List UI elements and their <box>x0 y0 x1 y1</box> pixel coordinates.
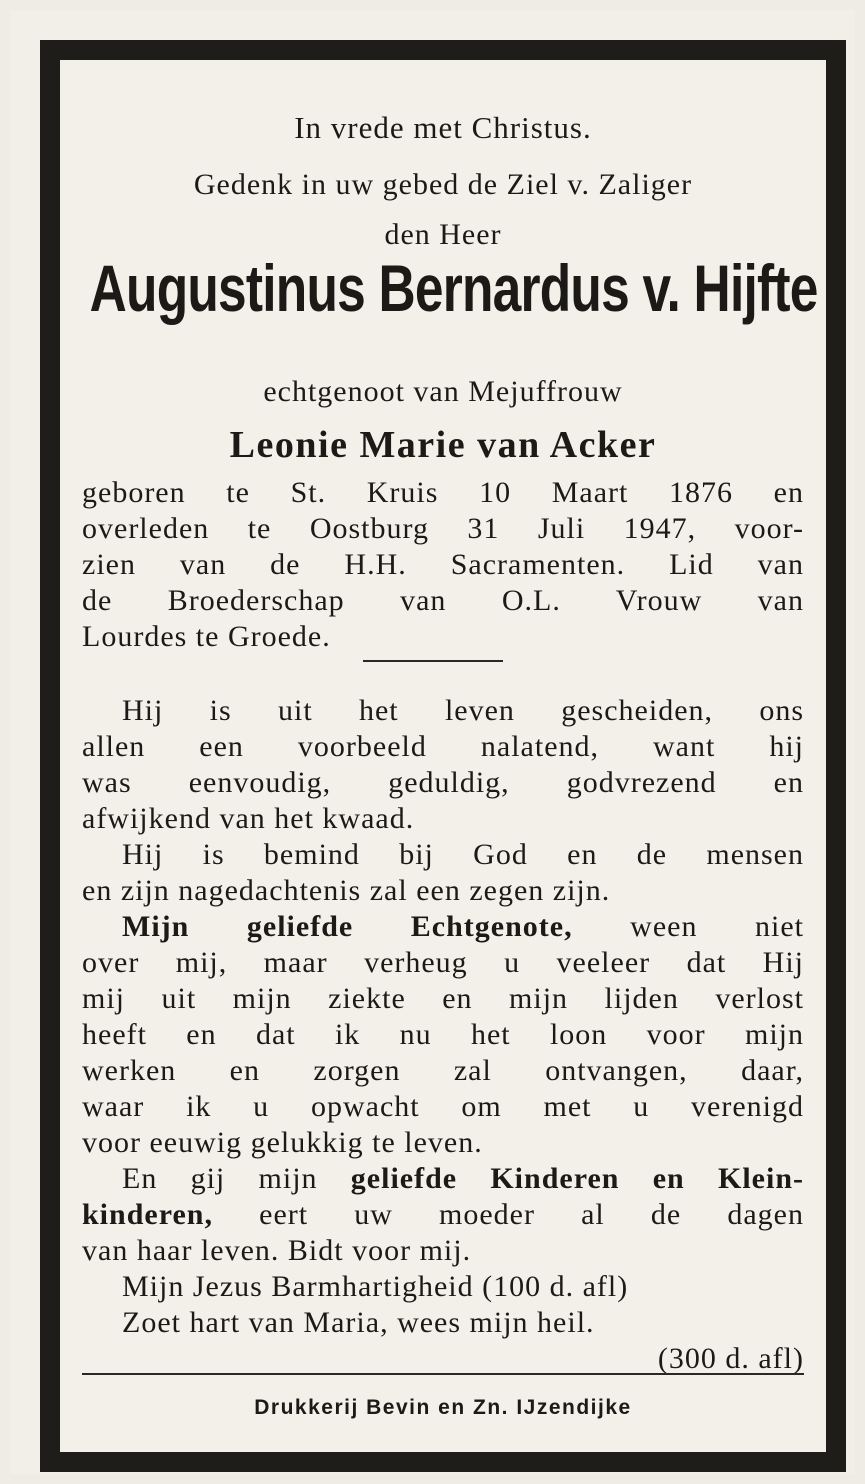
prayer-indulgence: (300 d. afl) <box>657 1342 804 1375</box>
text-line: en zijn nagedachtenis zal een zegen zijn. <box>82 874 611 907</box>
text-line: van haar leven. Bidt voor mij. <box>82 1234 472 1267</box>
prayer-line: Zoet hart van Maria, wees mijn heil. <box>122 1306 595 1339</box>
bio-line: overleden te Oostburg 31 Juli 1947, voor- <box>82 512 804 545</box>
children-address: geliefde Kinderen en Klein- <box>350 1162 804 1195</box>
text-line: afwijkend van het kwaad. <box>82 802 415 835</box>
text-line: mij uit mijn ziekte en mijn lijden verlost <box>82 982 804 1015</box>
deceased-name: Augustinus Bernardus v. Hijfte <box>89 251 818 325</box>
black-mourning-border <box>40 40 846 1472</box>
text-fragment: eert uw moeder al de dagen <box>259 1198 804 1231</box>
text-line <box>82 910 804 944</box>
bio-line: zien van de H.H. Sacramenten. Lid van <box>82 548 804 581</box>
text-fragment: En gij mijn <box>122 1162 318 1195</box>
printer-credit: Drukkerij Bevin en Zn. IJzendijke <box>254 1396 632 1419</box>
text-line: waar ik u opwacht om met u verenigd <box>82 1090 804 1123</box>
text-line: allen een voorbeeld nalatend, want hij <box>82 730 804 763</box>
text-line: was eenvoudig, geduldig, godvrezend en <box>82 766 804 799</box>
spouse-address: Mijn geliefde Echtgenote, <box>122 910 573 943</box>
divider-line <box>363 660 503 662</box>
text-line <box>82 1162 804 1196</box>
remember-line: Gedenk in uw gebed de Ziel v. Zaliger <box>193 168 693 201</box>
text-line: Hij is bemind bij God en de mensen <box>122 838 804 871</box>
text-line: Hij is uit het leven gescheiden, ons <box>122 694 804 727</box>
children-address-cont: kinderen, <box>82 1198 213 1231</box>
text-line: heeft en dat ik nu het loon voor mijn <box>82 1018 804 1051</box>
text-line: voor eeuwig gelukkig te leven. <box>82 1126 483 1159</box>
memorial-card <box>10 10 855 1474</box>
text-fragment: ween niet <box>630 910 805 943</box>
card-content <box>60 60 826 1452</box>
opening-line: In vrede met Christus. <box>294 110 592 145</box>
title-line: den Heer <box>384 218 502 251</box>
text-line <box>82 1198 804 1232</box>
spouse-intro: echtgenoot van Mejuffrouw <box>263 375 623 408</box>
prayer-line: Mijn Jezus Barmhartigheid (100 d. afl) <box>122 1270 629 1303</box>
bio-line: de Broederschap van O.L. Vrouw van <box>82 584 804 617</box>
text-line: werken en zorgen zal ontvangen, daar, <box>82 1054 804 1087</box>
footer-rule <box>82 1373 804 1375</box>
spouse-name: Leonie Marie van Acker <box>229 424 657 466</box>
bio-line: Lourdes te Groede. <box>82 620 331 653</box>
bio-line: geboren te St. Kruis 10 Maart 1876 en <box>82 476 804 509</box>
text-line: over mij, maar verheug u veeleer dat Hij <box>82 946 804 979</box>
